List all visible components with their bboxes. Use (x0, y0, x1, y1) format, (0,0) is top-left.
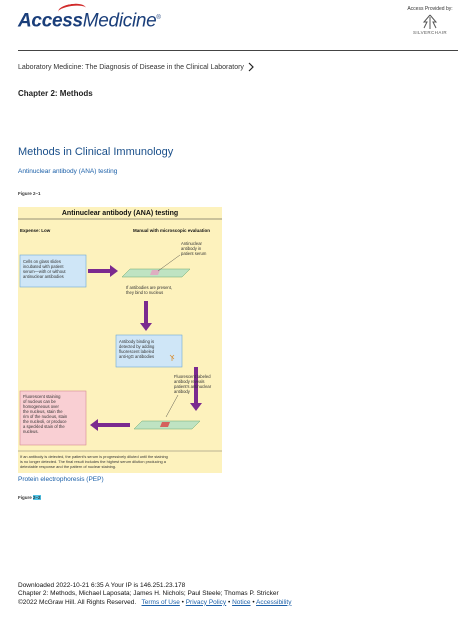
figure-note: If an antibody is detected, the patient's serum is progressively diluted until the staining is no longer detected. The final result includes the highest serum dilution producing a detectable response and the pattern of nuclear staining. (20, 454, 168, 469)
figure-method: Manual with microscopic evaluation (133, 228, 211, 233)
page-footer (18, 582, 291, 607)
terms-of-use-link[interactable]: Terms of Use (141, 598, 180, 606)
breadcrumb-book-title[interactable]: Laboratory Medicine: The Diagnosis of Disease in the Clinical Laboratory (18, 63, 244, 71)
figure-1-label: Figure 2–1 (18, 191, 41, 196)
callout-antinuclear-antibody: Antinuclear antibody in patient serum (181, 241, 207, 256)
callout-fluorescent-antibody: Fluorescent labeled antibody reveals patient's antinuclear antibody (174, 374, 212, 394)
footer-links-row (18, 599, 291, 607)
arrow-left-1-head (90, 419, 98, 431)
provided-by-label: Access Provided by: (407, 6, 453, 12)
footer-sep-1: • (179, 598, 186, 606)
figure-2-prefix: Figure (18, 495, 34, 500)
protein-electrophoresis-link[interactable]: Protein electrophoresis (PEP) (18, 476, 104, 483)
arrow-down-2-head (190, 403, 202, 411)
accessmedicine-logo[interactable] (18, 6, 161, 33)
silverchair-logo-icon (420, 14, 440, 30)
callout-line-2 (166, 395, 178, 417)
step-box-antibody-binding-text: Antibody binding is detected by adding fluorescent labeled anti-IgG antibodies (119, 339, 155, 359)
access-provided-by (400, 6, 460, 35)
logo-registered-mark: ® (156, 15, 161, 21)
header-divider (18, 50, 458, 51)
arrow-down-1-head (140, 323, 152, 331)
figure-ana-testing[interactable] (18, 207, 222, 473)
provider-name: SILVERCHAIR (412, 30, 448, 35)
notice-link[interactable]: Notice (232, 598, 251, 606)
chapter-title: Chapter 2: Methods (18, 89, 93, 98)
step-box-staining-patterns-text: Fluorescent staining of nucleus can be homogeneous over the nucleus, stain the rim of the nucleus, stain the nucleoli, or produce a speckled stain of the nucleus. (23, 394, 68, 434)
callout-line-1 (158, 255, 180, 271)
figure-expense: Expense: Low (20, 228, 51, 233)
footer-sep-3: • (250, 598, 257, 606)
footer-downloaded: Downloaded 2022-10-21 6:35 A Your IP is 146.251.23.178 (18, 582, 186, 589)
figure-2-number: 2–2 (33, 495, 41, 500)
ana-testing-link[interactable]: Antinuclear antibody (ANA) testing (18, 168, 118, 175)
footer-citation: Chapter 2: Methods, Michael Laposata; James H. Nichols; Paul Steele; Thomas P. Stricker (18, 590, 279, 598)
figure-title: Antinuclear antibody (ANA) testing (61, 210, 179, 217)
footer-copyright: ©2022 McGraw Hill. All Rights Reserved. (18, 598, 137, 606)
arrow-right-1-head (110, 265, 118, 277)
step-box-cells-text: Cells on glass slides incubated with patient serum—with or without antinuclear antibodies (23, 259, 66, 279)
footer-sep-2: • (226, 598, 233, 606)
accessibility-link[interactable]: Accessibility (256, 598, 292, 606)
privacy-policy-link[interactable]: Privacy Policy (185, 598, 227, 606)
step-antibodies-bind: If antibodies are present, they bind to nucleus (126, 285, 173, 295)
site-header (0, 0, 474, 50)
logo-access: Access (18, 10, 83, 32)
logo-medicine: Medicine (82, 10, 157, 32)
figure-2-label (18, 495, 41, 500)
chevron-right-icon (246, 62, 256, 72)
section-title: Methods in Clinical Immunology (18, 146, 174, 158)
breadcrumb[interactable] (18, 62, 256, 72)
